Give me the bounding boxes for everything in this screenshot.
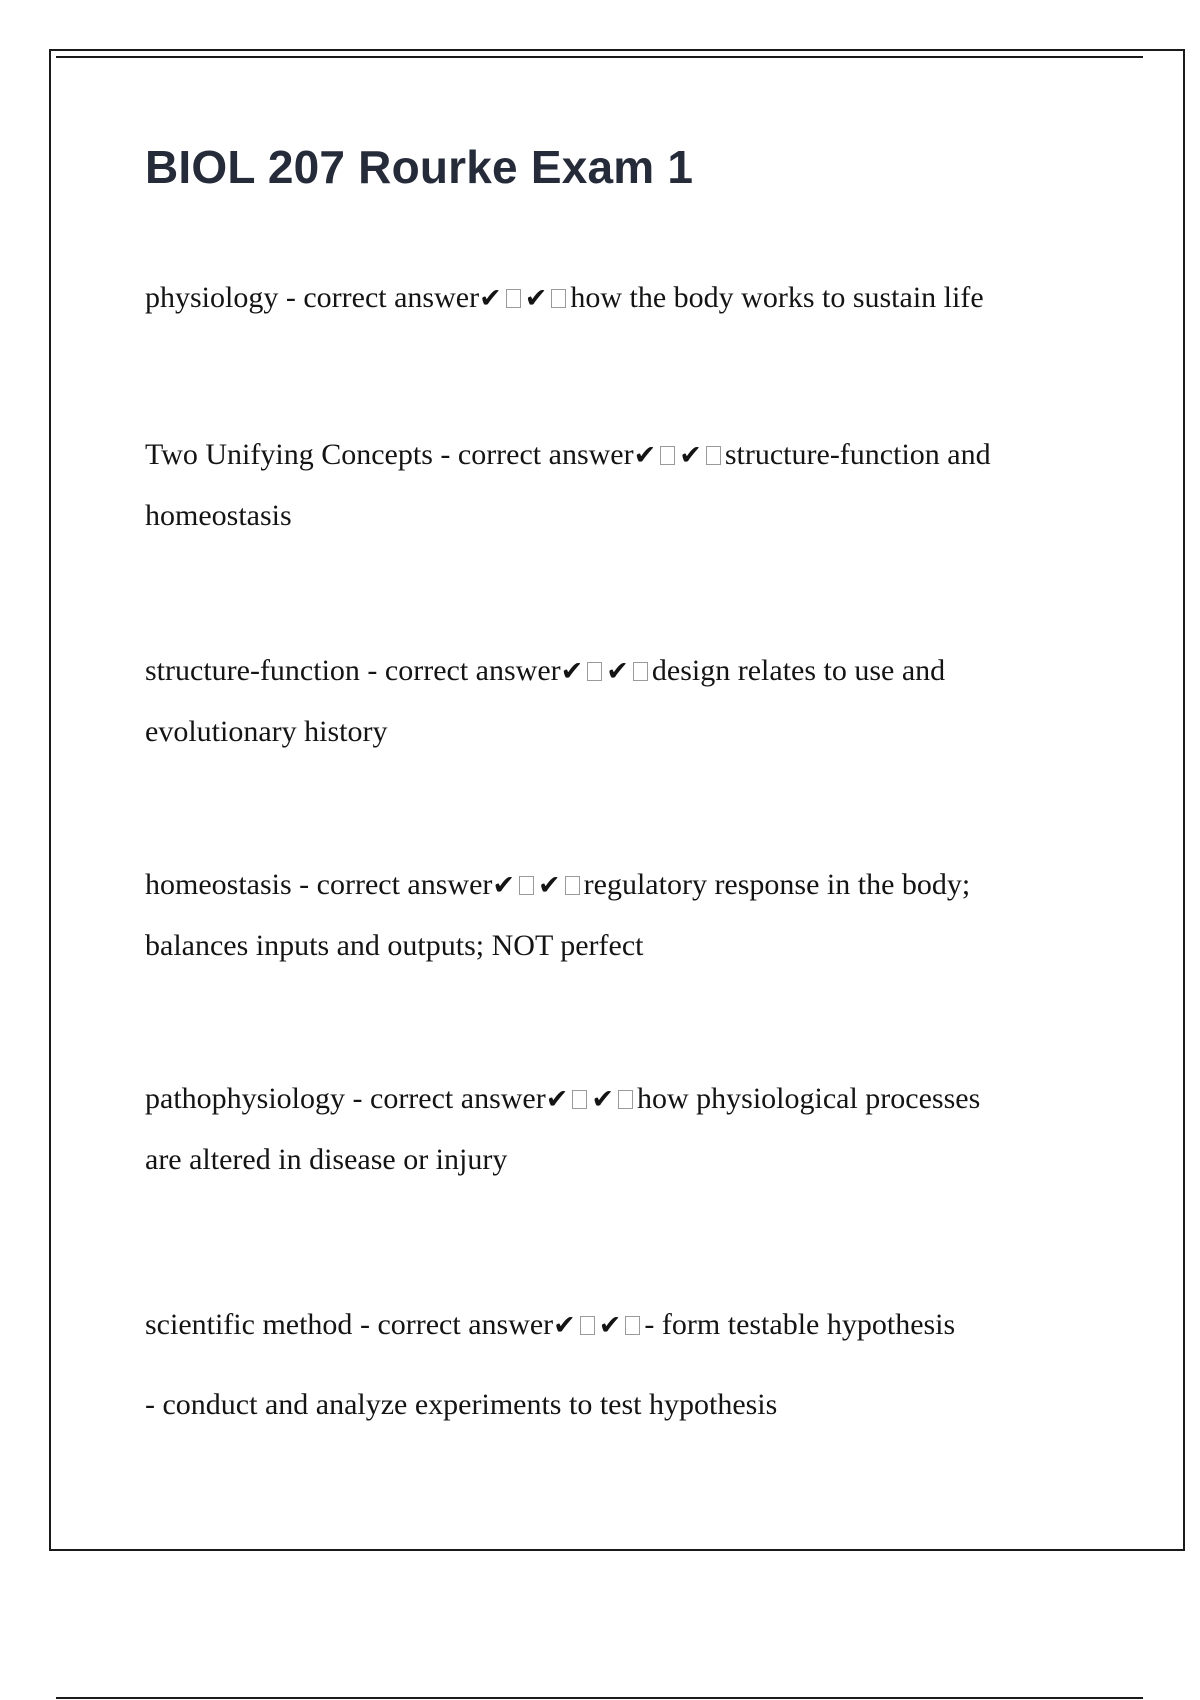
missing-glyph-box-icon	[633, 662, 648, 681]
entry-line-1: scientific method - correct answer✔ ✔ - form testable hypothesis	[145, 1308, 956, 1341]
definition-text: how the body works to sustain life	[570, 281, 984, 314]
entry-line-1: Two Unifying Concepts - correct answer✔ ✔ structure-function and	[145, 438, 991, 471]
term: scientific method	[145, 1308, 353, 1341]
term: homeostasis	[145, 868, 292, 901]
missing-glyph-box-icon	[580, 1316, 595, 1335]
answer-marker: correct answer	[377, 1308, 554, 1341]
missing-glyph-box-icon	[618, 1090, 633, 1109]
definition-continuation: evolutionary history	[145, 715, 388, 748]
term: pathophysiology	[145, 1082, 345, 1115]
definition-continuation: homeostasis	[145, 499, 292, 532]
flashcard-entry	[145, 425, 1095, 546]
missing-glyph-box-icon	[572, 1090, 587, 1109]
definition-continuation: balances inputs and outputs; NOT perfect	[145, 929, 644, 962]
missing-glyph-box-icon	[519, 876, 534, 895]
answer-marker: correct answer	[316, 868, 493, 901]
check-icon: ✔	[553, 1310, 576, 1341]
check-icon: ✔	[633, 440, 657, 471]
check-icon: ✔	[679, 440, 702, 471]
answer-marker: correct answer	[370, 1082, 546, 1115]
missing-glyph-box-icon	[565, 876, 580, 895]
bottom-rule	[56, 1697, 1143, 1699]
answer-marker: correct answer	[457, 438, 634, 471]
answer-marker: correct answer	[303, 281, 480, 314]
page-title: BIOL 207 Rourke Exam 1	[145, 141, 694, 193]
check-icon: ✔	[606, 656, 629, 687]
term: physiology	[145, 281, 279, 314]
definition-text: structure-function and	[724, 438, 991, 471]
missing-glyph-box-icon	[625, 1316, 640, 1335]
entry-line-1: homeostasis - correct answer✔ ✔ regulatory response in the body;	[145, 868, 971, 901]
entry-line-1: physiology - correct answer✔ ✔ how the body works to sustain life	[145, 281, 984, 314]
term: Two Unifying Concepts	[145, 438, 433, 471]
flashcard-entry	[145, 268, 1095, 329]
answer-marker: correct answer	[384, 654, 561, 687]
missing-glyph-box-icon	[660, 446, 675, 465]
flashcard-entry	[145, 641, 1095, 762]
flashcard-entry	[145, 855, 1095, 976]
missing-glyph-box-icon	[706, 446, 721, 465]
definition-text: regulatory response in the body;	[583, 868, 971, 901]
definition-continuation: - conduct and analyze experiments to test hypothesis	[145, 1388, 778, 1421]
missing-glyph-box-icon	[506, 289, 521, 308]
check-icon: ✔	[524, 283, 548, 314]
entry-line-1: structure-function - correct answer✔ ✔ design relates to use and	[145, 654, 946, 687]
check-icon: ✔	[598, 1310, 622, 1341]
top-rule	[56, 56, 1143, 58]
check-icon: ✔	[492, 870, 516, 901]
check-icon: ✔	[538, 870, 561, 901]
definition-text: - form testable hypothesis	[644, 1308, 956, 1341]
flashcard-entry	[145, 1069, 1095, 1190]
check-icon: ✔	[560, 656, 584, 687]
definition-text: design relates to use and	[651, 654, 946, 687]
check-icon: ✔	[479, 283, 502, 314]
entry-line-1: pathophysiology - correct answer✔ ✔ how physiological processes	[145, 1082, 981, 1115]
term: structure-function	[145, 654, 360, 687]
missing-glyph-box-icon	[587, 662, 602, 681]
check-icon: ✔	[545, 1084, 569, 1115]
flashcard-entry	[145, 1285, 1095, 1444]
check-icon: ✔	[591, 1084, 614, 1115]
definition-text: how physiological processes	[636, 1082, 981, 1115]
definition-continuation: are altered in disease or injury	[145, 1143, 508, 1176]
missing-glyph-box-icon	[551, 289, 566, 308]
